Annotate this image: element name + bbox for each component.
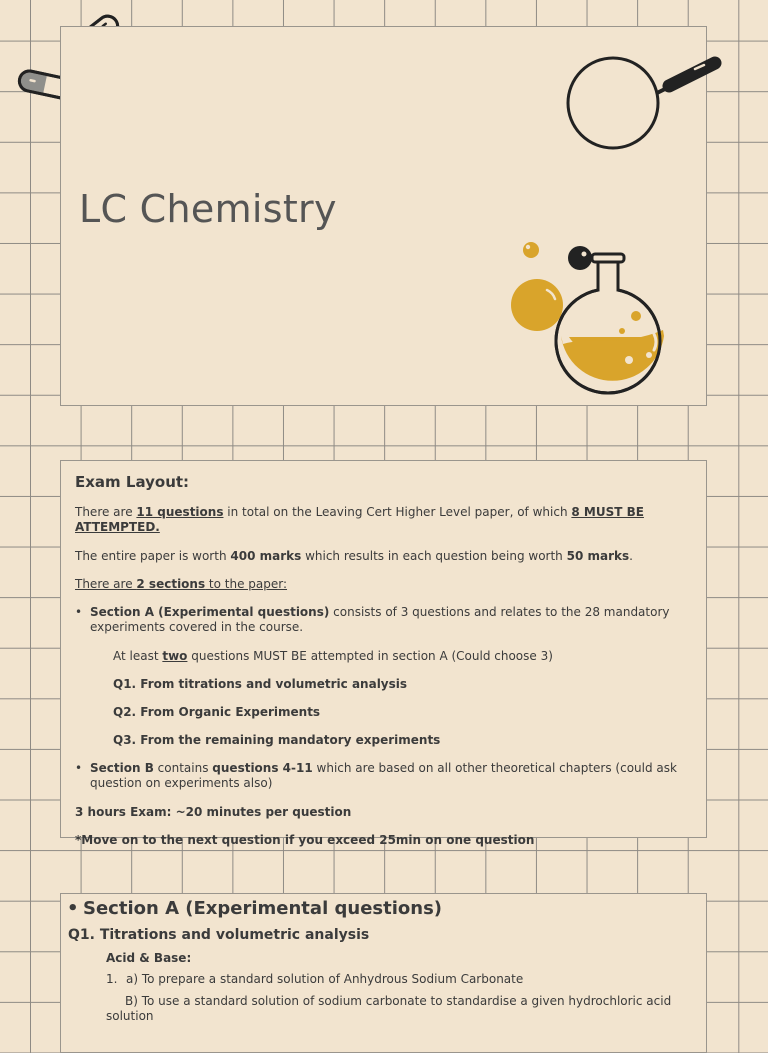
exam-layout-heading: Exam Layout: bbox=[75, 473, 190, 491]
text: There are bbox=[75, 577, 137, 591]
total-marks: 400 marks bbox=[230, 549, 302, 563]
q1-item: Q1. From titrations and volumetric analysis bbox=[113, 677, 408, 691]
magnifier-icon bbox=[561, 47, 731, 157]
list-number: 1. bbox=[106, 972, 118, 986]
q2-item: Q2. From Organic Experiments bbox=[113, 705, 321, 719]
tip-note: *Move on to the next question if you exceed 25min on one question bbox=[75, 833, 535, 847]
flask-icon bbox=[501, 232, 701, 407]
bullet: • bbox=[75, 761, 83, 775]
title-card bbox=[60, 26, 707, 406]
text: There are bbox=[75, 505, 137, 519]
q3-item: Q3. From the remaining mandatory experiments bbox=[113, 733, 441, 747]
timing-note: 3 hours Exam: ~20 minutes per question bbox=[75, 805, 352, 819]
emphasis: two bbox=[162, 649, 188, 663]
sections-paragraph bbox=[75, 577, 706, 592]
section-b-label: Section B bbox=[90, 761, 154, 775]
must-attempt: 8 MUST BE ATTEMPTED. bbox=[75, 505, 644, 534]
section-a-label: Section A (Experimental questions) bbox=[90, 605, 330, 619]
text: in total on the Leaving Cert Higher Level paper, of which bbox=[223, 505, 572, 519]
section-a-item bbox=[90, 605, 678, 635]
text: At least bbox=[113, 649, 163, 663]
question-marks: 50 marks bbox=[566, 549, 630, 563]
text: The entire paper is worth bbox=[75, 549, 231, 563]
page-title: LC Chemistry bbox=[79, 187, 337, 231]
text: which are based on all other theoretical chapters (could ask question on experiments also) bbox=[90, 761, 677, 790]
text: contains bbox=[153, 761, 213, 775]
q1-heading: Q1. Titrations and volumetric analysis bbox=[68, 927, 370, 943]
text: consists of 3 questions and relates to the 28 mandatory experiments covered in the course. bbox=[90, 605, 670, 634]
section-a-heading: Section A (Experimental questions) bbox=[83, 898, 443, 919]
section-b-item bbox=[90, 761, 678, 791]
attempt-note bbox=[113, 649, 553, 663]
section-count: 2 sections bbox=[136, 577, 206, 591]
text: which results in each question being worth bbox=[301, 549, 567, 563]
bullet: • bbox=[75, 605, 83, 619]
questions-paragraph bbox=[75, 505, 706, 535]
text: . bbox=[629, 549, 633, 563]
bullet: • bbox=[67, 898, 79, 919]
marks-paragraph bbox=[75, 549, 706, 564]
question-range: questions 4-11 bbox=[212, 761, 313, 775]
text: questions MUST BE attempted in section A (Could choose 3) bbox=[187, 649, 553, 663]
experiment-a: a) To prepare a standard solution of Anhydrous Sodium Carbonate bbox=[126, 972, 524, 986]
acid-base-heading: Acid & Base: bbox=[106, 951, 192, 965]
text: to the paper: bbox=[205, 577, 288, 591]
question-count: 11 questions bbox=[136, 505, 224, 519]
experiment-b: B) To use a standard solution of sodium carbonate to standardise a given hydrochloric acid solution bbox=[106, 994, 672, 1023]
